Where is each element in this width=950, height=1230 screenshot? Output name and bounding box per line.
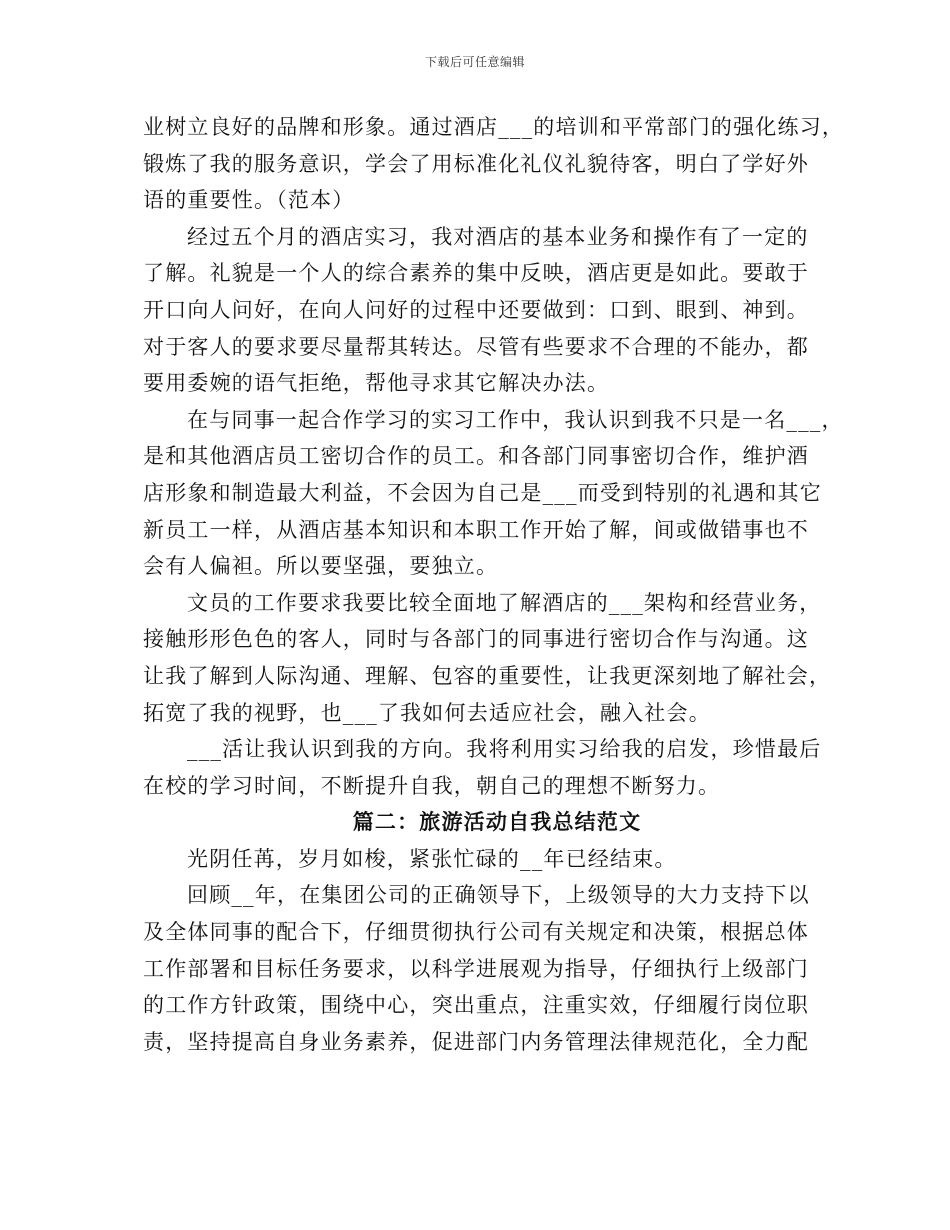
document-body [143,109,845,1060]
text-line: 回顾__年，在集团公司的正确领导下，上级领导的大力支持下以 [187,883,810,908]
paragraph-1 [143,109,845,219]
text-line: 业树立良好的品牌和形象。通过酒店___的培训和平常部门的强化练习， [143,115,845,139]
paragraph-3 [143,402,844,585]
text-line: 文员的工作要求我要比较全面地了解酒店的___架构和经营业务， [187,590,822,615]
text-line: 经过五个月的酒店实习，我对酒店的基本业务和操作有了一定的 [187,224,809,249]
text-line: 责，坚持提高自身业务素养，促进部门内务管理法律规范化，全力配 [143,1029,809,1054]
text-line: 让我了解到人际沟通、理解、包容的重要性，让我更深刻地了解社会， [143,663,832,688]
text-line: 在校的学习时间，不断提升自我，朝自己的理想不断努力。 [143,773,721,798]
text-line: 拓宽了我的视野，也___了我如何去适应社会，融入社会。 [143,700,711,725]
text-line: 锻炼了我的服务意识，学会了用标准化礼仪礼貌待客，明白了学好外 [143,151,809,176]
text-line: ___活让我认识到我的方向。我将利用实习给我的启发，珍惜最后 [187,737,822,762]
text-line: 对于客人的要求要尽量帮其转达。尽管有些要求不合理的不能办，都 [143,334,809,359]
text-line: 的工作方针政策，围绕中心，突出重点，注重实效，仔细履行岗位职 [143,993,809,1018]
paragraph-4 [143,585,832,731]
paragraph-7 [143,877,811,1060]
text-line: 店形象和制造最大利益，不会因为自己是___而受到特别的礼遇和其它 [143,480,822,505]
text-line: 要用委婉的语气拒绝，帮他寻求其它解决办法。 [143,371,610,396]
page-header: 下载后可任意编辑 [424,55,525,69]
text-line: 开口向人问好，在向人问好的过程中还要做到：口到、眼到、神到。 [143,297,809,322]
text-line: 光阴任苒，岁月如梭，紧张忙碌的__年已经结束。 [187,846,677,871]
text-line: 了解。礼貌是一个人的综合素养的集中反映，酒店更是如此。要敢于 [143,261,809,286]
text-line: 新员工一样，从酒店基本知识和本职工作开始了解，间或做错事也不 [143,517,809,542]
text-line: 及全体同事的配合下，仔细贯彻执行公司有关规定和决策，根据总体 [143,920,809,945]
section-heading: 篇二：旅游活动自我总结范文 [352,809,642,835]
paragraph-5 [143,731,822,804]
text-line: 是和其他酒店员工密切合作的员工。和各部门同事密切合作，维护酒 [143,444,809,469]
text-line: 会有人偏袒。所以要坚强，要独立。 [143,554,499,579]
text-line: 语的重要性。（范本） [143,188,355,213]
paragraph-2 [143,219,811,402]
text-line: 在与同事一起合作学习的实习工作中，我认识到我不只是一名___， [187,407,844,432]
paragraph-6 [143,841,811,878]
text-line: 接触形形色色的客人，同时与各部门的同事进行密切合作与沟通。这 [143,627,809,652]
text-line: 工作部署和目标任务要求，以科学进展观为指导，仔细执行上级部门 [143,956,809,981]
